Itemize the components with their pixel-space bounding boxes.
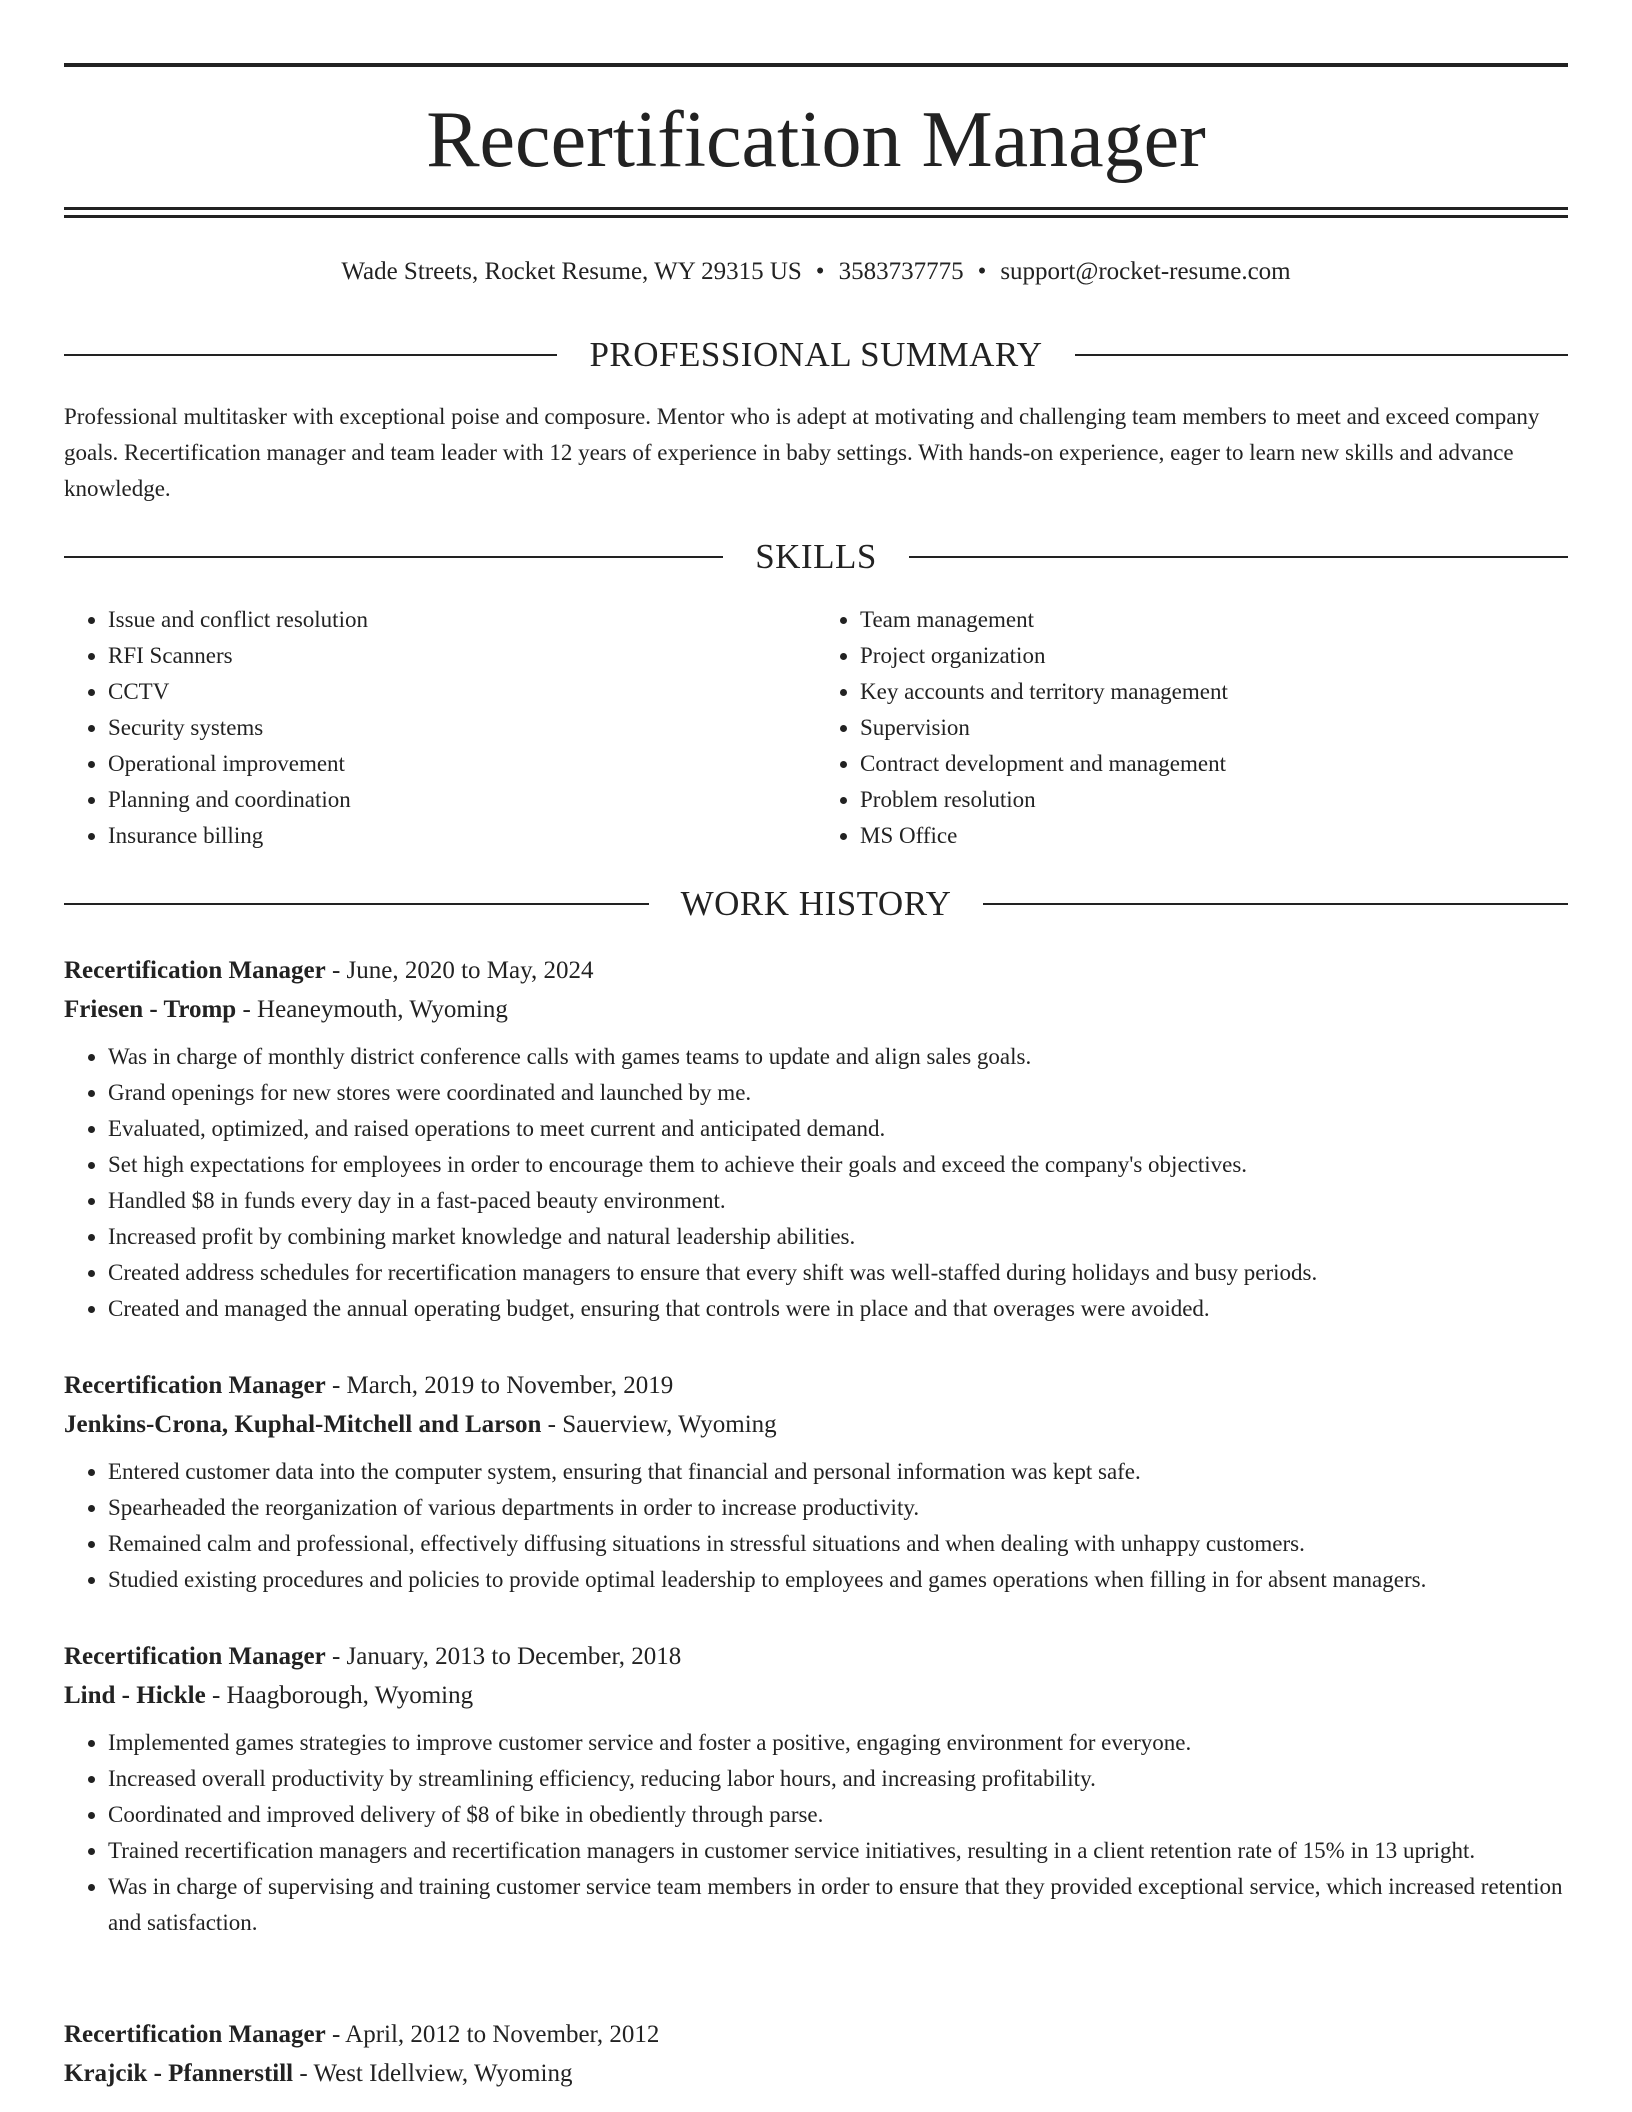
skill-item: • Operational improvement — [108, 746, 816, 782]
skills-list-left — [64, 602, 816, 854]
work-section-header — [64, 881, 1568, 927]
job-bullet: • Entered customer data into the computer system, ensuring that financial and personal information was kept safe. — [108, 1454, 1568, 1490]
job-bullet: • Grand openings for new stores were coordinated and launched by me. — [108, 1075, 1568, 1111]
job-title-line — [64, 951, 1568, 990]
job-title-line — [64, 1637, 1568, 1676]
section-rule-left — [64, 354, 557, 356]
job-company: Krajcik - Pfannerstill — [64, 2060, 294, 2087]
skill-item: • Contract development and management — [860, 746, 1568, 782]
job-dates: - January, 2013 to December, 2018 — [325, 1643, 682, 1670]
job-company-line — [64, 990, 1568, 1029]
job-bullet: • Increased profit by combining market knowledge and natural leadership abilities. — [108, 1219, 1568, 1255]
job-bullet: • Evaluated, optimized, and raised operations to meet current and anticipated demand. — [108, 1111, 1568, 1147]
summary-text: Professional multitasker with exceptional poise and composure. Mentor who is adept at motivating and challenging team members to meet and exceed company goals. Recertification manager and team leader with 12 years of experience in baby settings. With hands-on experience, eager to learn new skills and advance knowledge. — [64, 404, 1540, 501]
job-bullet: • Remained calm and professional, effectively diffusing situations in stressful situations and when dealing with unhappy customers. — [108, 1526, 1568, 1562]
skills-section-header — [64, 534, 1568, 580]
skills-columns — [64, 602, 1568, 854]
skill-item: • MS Office — [860, 818, 1568, 854]
job-entry — [64, 2015, 1568, 2093]
resume-title: Recertification Manager — [426, 96, 1206, 184]
contact-separator: • — [977, 258, 987, 285]
job-bullet: • Handled $8 in funds every day in a fast-paced beauty environment. — [108, 1183, 1568, 1219]
job-bullet: • Created and managed the annual operating budget, ensuring that controls were in place and that overages were avoided. — [108, 1291, 1568, 1327]
skill-item: • Team management — [860, 602, 1568, 638]
job-bullet: • Was in charge of monthly district conference calls with games teams to update and align sales goals. — [108, 1039, 1568, 1075]
work-heading: WORK HISTORY — [680, 884, 952, 923]
job-bullet: • Spearheaded the reorganization of various departments in order to increase productivity. — [108, 1490, 1568, 1526]
skill-item: • CCTV — [108, 674, 816, 710]
contact-email: support@rocket-resume.com — [1000, 258, 1291, 285]
skill-item: • Project organization — [860, 638, 1568, 674]
job-bullets — [64, 1454, 1568, 1598]
skill-item: • Security systems — [108, 710, 816, 746]
contact-separator: • — [815, 258, 825, 285]
job-location: - Heaneymouth, Wyoming — [236, 996, 508, 1023]
top-rule — [64, 63, 1568, 67]
skill-item: • Planning and coordination — [108, 782, 816, 818]
contact-address: Wade Streets, Rocket Resume, WY 29315 US — [341, 258, 802, 285]
job-bullet: • Studied existing procedures and policies to provide optimal leadership to employees and games operations when filling in for absent managers. — [108, 1562, 1568, 1598]
job-title: Recertification Manager — [64, 1643, 326, 1670]
skills-list-right — [816, 602, 1568, 854]
job-company: Lind - Hickle — [64, 1682, 206, 1709]
section-rule-left — [64, 556, 723, 558]
job-bullet: • Implemented games strategies to improve customer service and foster a positive, engaging environment for everyone. — [108, 1725, 1568, 1761]
skill-item: • RFI Scanners — [108, 638, 816, 674]
job-title-line — [64, 2015, 1568, 2054]
skill-item: • Key accounts and territory management — [860, 674, 1568, 710]
job-location: - Haagborough, Wyoming — [205, 1682, 474, 1709]
job-company: Jenkins-Crona, Kuphal-Mitchell and Larson — [64, 1411, 542, 1438]
job-title: Recertification Manager — [64, 2021, 326, 2048]
title-double-rule — [64, 207, 1568, 218]
summary-heading: PROFESSIONAL SUMMARY — [589, 335, 1043, 374]
skill-item: • Insurance billing — [108, 818, 816, 854]
section-rule-right — [1075, 354, 1568, 356]
section-rule-right — [983, 903, 1568, 905]
job-location: - Sauerview, Wyoming — [541, 1411, 777, 1438]
job-bullet: • Trained recertification managers and recertification managers in customer service initiatives, resulting in a client retention rate of 15% in 13 upright. — [108, 1833, 1568, 1869]
skills-heading: SKILLS — [755, 537, 877, 576]
job-bullet: • Was in charge of supervising and training customer service team members in order to ensure that they provided exceptional service, which increased retention and satisfaction. — [108, 1869, 1568, 1941]
skill-item: • Supervision — [860, 710, 1568, 746]
job-entry — [64, 951, 1568, 1327]
job-bullets — [64, 1039, 1568, 1327]
section-rule-left — [64, 903, 649, 905]
job-company-line — [64, 1676, 1568, 1715]
section-rule-right — [909, 556, 1568, 558]
job-location: - West Idellview, Wyoming — [293, 2060, 573, 2087]
job-company-line — [64, 1405, 1568, 1444]
skill-item: • Issue and conflict resolution — [108, 602, 816, 638]
summary-section-header — [64, 332, 1568, 378]
job-dates: - June, 2020 to May, 2024 — [325, 957, 594, 984]
job-entry — [64, 1366, 1568, 1598]
job-bullet: • Created address schedules for recertification managers to ensure that every shift was well-staffed during holidays and busy periods. — [108, 1255, 1568, 1291]
job-title: Recertification Manager — [64, 1372, 326, 1399]
job-bullets — [64, 1725, 1568, 1941]
contact-phone: 3583737775 — [838, 258, 964, 285]
job-dates: - April, 2012 to November, 2012 — [325, 2021, 660, 2048]
job-entry — [64, 1637, 1568, 1941]
contact-line — [64, 254, 1568, 290]
job-bullet: • Coordinated and improved delivery of $8 of bike in obediently through parse. — [108, 1797, 1568, 1833]
job-dates: - March, 2019 to November, 2019 — [325, 1372, 674, 1399]
job-bullet: • Increased overall productivity by streamlining efficiency, reducing labor hours, and increasing profitability. — [108, 1761, 1568, 1797]
job-company: Friesen - Tromp — [64, 996, 237, 1023]
job-title: Recertification Manager — [64, 957, 326, 984]
job-bullet: • Set high expectations for employees in order to encourage them to achieve their goals and exceed the company's objectives. — [108, 1147, 1568, 1183]
job-title-line — [64, 1366, 1568, 1405]
job-company-line — [64, 2054, 1568, 2093]
skill-item: • Problem resolution — [860, 782, 1568, 818]
